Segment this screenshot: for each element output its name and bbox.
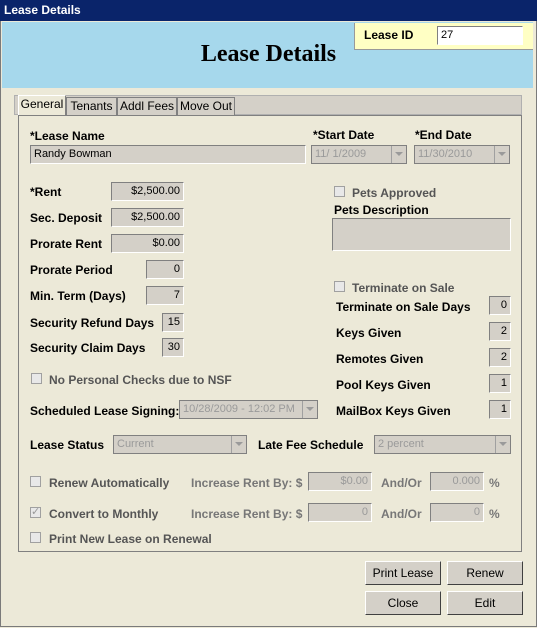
prorate-rent-field[interactable]: $0.00 [111, 234, 184, 253]
no-personal-checks-label: No Personal Checks due to NSF [49, 373, 232, 387]
tab-tenants[interactable]: Tenants [66, 97, 117, 115]
prorate-period-field[interactable]: 0 [146, 260, 184, 279]
min-term-field[interactable]: 7 [146, 286, 184, 305]
convert-percent-sign: % [489, 507, 500, 521]
close-button[interactable]: Close [365, 591, 441, 615]
security-refund-field[interactable]: 15 [162, 313, 184, 332]
terminate-days-field[interactable]: 0 [489, 296, 511, 315]
edit-button[interactable]: Edit [447, 591, 523, 615]
lease-name-field[interactable]: Randy Bowman [30, 145, 306, 164]
keys-given-label: Keys Given [336, 326, 402, 340]
renew-auto-checkbox[interactable] [30, 476, 41, 487]
remotes-given-label: Remotes Given [336, 352, 424, 366]
terminate-on-sale-label: Terminate on Sale [352, 281, 455, 295]
pool-keys-label: Pool Keys Given [336, 378, 431, 392]
chevron-down-icon[interactable] [494, 146, 509, 163]
rent-label: *Rent [30, 185, 62, 199]
renew-increase-field[interactable]: $0.00 [308, 472, 372, 491]
convert-andor-label: And/Or [381, 507, 422, 521]
security-claim-field[interactable]: 30 [162, 338, 184, 357]
lease-status-label: Lease Status [30, 438, 105, 452]
pets-description-label: Pets Description [334, 203, 429, 217]
renew-increase-label: Increase Rent By: $ [191, 476, 303, 490]
pets-description-field[interactable] [332, 218, 511, 251]
print-new-lease-label: Print New Lease on Renewal [49, 532, 212, 546]
tab-addl-fees[interactable]: Addl Fees [117, 97, 177, 115]
renew-auto-label: Renew Automatically [49, 476, 170, 490]
pool-keys-field[interactable]: 1 [489, 374, 511, 393]
scheduled-signing-label: Scheduled Lease Signing: [30, 404, 180, 418]
pets-approved-checkbox[interactable] [334, 186, 345, 197]
convert-increase-label: Increase Rent By: $ [191, 507, 303, 521]
start-date-label: *Start Date [313, 128, 375, 142]
pets-approved-label: Pets Approved [352, 186, 437, 200]
convert-increase-field[interactable]: 0 [308, 503, 372, 522]
end-date-label: *End Date [415, 128, 472, 142]
remotes-given-field[interactable]: 2 [489, 348, 511, 367]
security-refund-label: Security Refund Days [30, 316, 155, 330]
end-date-combo[interactable] [414, 145, 510, 164]
page-title: Lease Details [200, 41, 337, 67]
no-personal-checks-checkbox[interactable] [31, 373, 42, 384]
late-fee-value: 2 percent [378, 438, 424, 450]
lease-name-label: *Lease Name [30, 129, 105, 143]
chevron-down-icon[interactable] [302, 401, 317, 418]
convert-monthly-label: Convert to Monthly [49, 507, 159, 521]
tab-general[interactable]: General [18, 95, 66, 116]
tab-move-out[interactable]: Move Out [177, 97, 235, 115]
prorate-rent-label: Prorate Rent [30, 237, 103, 251]
renew-andor-label: And/Or [381, 476, 422, 490]
security-claim-label: Security Claim Days [30, 341, 146, 355]
start-date-value: 11/ 1/2009 [315, 148, 367, 160]
convert-percent-field[interactable]: 0 [430, 503, 484, 522]
late-fee-label: Late Fee Schedule [258, 438, 364, 452]
sec-deposit-field[interactable]: $2,500.00 [111, 208, 184, 227]
convert-monthly-checkbox[interactable] [30, 507, 41, 518]
renew-percent-sign: % [489, 476, 500, 490]
keys-given-field[interactable]: 2 [489, 322, 511, 341]
chevron-down-icon[interactable] [495, 436, 510, 453]
mailbox-keys-label: MailBox Keys Given [336, 404, 451, 418]
print-lease-button[interactable]: Print Lease [365, 561, 441, 585]
chevron-down-icon[interactable] [231, 436, 246, 453]
min-term-label: Min. Term (Days) [30, 289, 126, 303]
scheduled-signing-value: 10/28/2009 - 12:02 PM [183, 403, 295, 415]
prorate-period-label: Prorate Period [30, 263, 113, 277]
window-title: Lease Details [0, 0, 537, 21]
lease-status-value: Current [117, 438, 154, 450]
renew-button[interactable]: Renew [447, 561, 523, 585]
lease-id-label: Lease ID [364, 28, 414, 42]
lease-id-field[interactable]: 27 [437, 26, 523, 45]
terminate-days-label: Terminate on Sale Days [336, 300, 471, 314]
renew-percent-field[interactable]: 0.000 [430, 472, 484, 491]
lease-status-combo[interactable] [113, 435, 247, 454]
chevron-down-icon[interactable] [391, 146, 406, 163]
print-new-lease-checkbox[interactable] [30, 532, 41, 543]
terminate-on-sale-checkbox[interactable] [334, 281, 345, 292]
start-date-combo[interactable] [311, 145, 407, 164]
late-fee-combo[interactable] [374, 435, 511, 454]
scheduled-signing-combo[interactable] [179, 400, 318, 419]
sec-deposit-label: Sec. Deposit [30, 211, 103, 225]
rent-field[interactable]: $2,500.00 [111, 182, 184, 201]
mailbox-keys-field[interactable]: 1 [489, 400, 511, 419]
end-date-value: 11/30/2010 [418, 148, 473, 160]
